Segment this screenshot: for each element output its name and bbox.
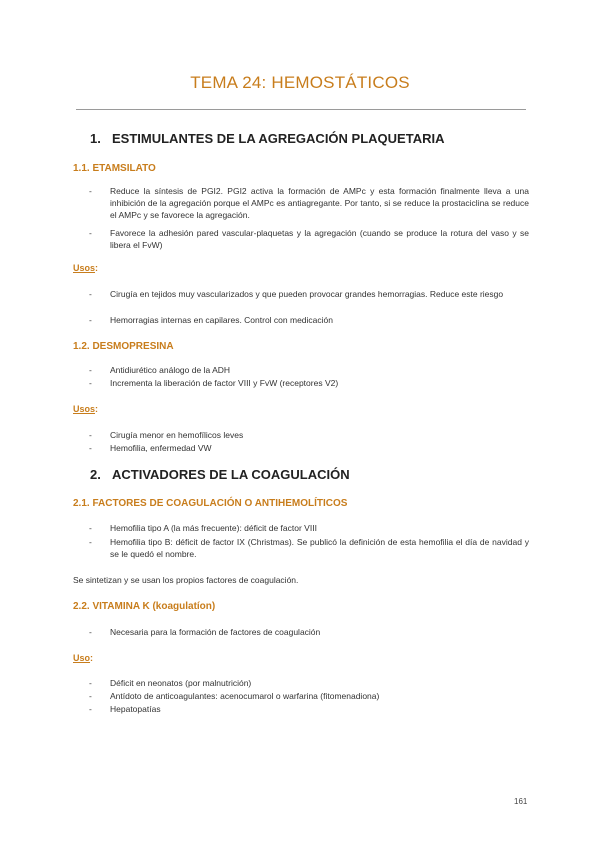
list-item [89,377,529,389]
list-item-text: Cirugía en tejidos muy vascularizados y que pueden provocar grandes hemorragias. Reduce este riesgo [110,289,504,299]
list-item [89,314,529,326]
section-1-title: ESTIMULANTES DE LA AGREGACIÓN PLAQUETARIA [112,131,445,146]
subsection-2-1-heading: 2.1. FACTORES DE COAGULACIÓN O ANTIHEMOLÍTICOS [73,498,348,509]
uses-label-1-1 [73,263,98,273]
list-item-text: Hepatopatías [110,704,161,714]
list-item-text: Hemofilia tipo B: déficit de factor IX (Christmas). Se publicó la definición de esta hemofilia el día de navidad y se le quedó el nombre. [110,537,529,559]
bullet-dash: - [89,627,92,637]
bullet-dash: - [89,186,92,196]
list-item [89,429,529,441]
list-item-text: Incrementa la liberación de factor VIII y FvW (receptores V2) [110,378,339,388]
bullet-dash: - [89,678,92,688]
list-item-text: Antidiurético análogo de la ADH [110,365,231,375]
list-item-text: Cirugía menor en hemofílicos leves [110,430,244,440]
list-item [89,626,529,638]
uses-label-1-2 [73,404,98,414]
list-item [89,364,529,376]
list-item-text: Hemorragias internas en capilares. Control con medicación [110,315,333,325]
uses-label-text: Uso [73,653,91,663]
subsection-1-1-heading: 1.1. ETAMSILATO [73,163,156,174]
uses-label-2-2 [73,653,93,663]
section-2-heading [90,467,350,482]
list-item [89,522,529,534]
list-item-text: Antídoto de anticoagulantes: acenocumarol o warfarina (fitomenadiona) [110,691,380,701]
subsection-2-2-heading: 2.2. VITAMINA K (koagulatíon) [73,601,216,612]
bullet-dash: - [89,315,92,325]
uses-label-text: Usos [73,404,96,414]
list-item [89,536,529,560]
bullet-dash: - [89,289,92,299]
list-item-text: Reduce la síntesis de PGI2. PGI2 activa la formación de AMPc y esta formación finalmente lleva a una inhibición de la agregación porque el AMPc es antiagregante. Por tanto, si se reduce la prostaciclina se reduce el AMPc y se favorece la agregación. [110,186,529,220]
bullet-dash: - [89,443,92,453]
section-2-number: 2. [90,467,101,482]
uses-colon: : [90,653,94,663]
bullet-dash: - [89,378,92,388]
list-item-text: Necesaria para la formación de factores de coagulación [110,627,321,637]
bullet-dash: - [89,228,92,238]
list-item-text: Hemofilia, enfermedad VW [110,443,212,453]
section-1-heading [90,131,444,146]
section-1-number: 1. [90,131,101,146]
bullet-dash: - [89,365,92,375]
list-item [89,690,529,702]
list-item [89,442,529,454]
page-title: TEMA 24: HEMOSTÁTICOS [190,73,410,92]
paragraph-note: Se sintetizan y se usan los propios factores de coagulación. [73,575,299,585]
title-divider [76,109,526,110]
bullet-dash: - [89,430,92,440]
list-item [89,185,529,221]
uses-colon: : [95,263,99,273]
list-item-text: Déficit en neonatos (por malnutrición) [110,678,252,688]
uses-label-text: Usos [73,263,96,273]
subsection-1-2-heading: 1.2. DESMOPRESINA [73,341,174,352]
bullet-dash: - [89,704,92,714]
bullet-dash: - [89,691,92,701]
uses-colon: : [95,404,99,414]
bullet-dash: - [89,537,92,547]
page-number: 161 [514,797,528,806]
list-item-text: Hemofilia tipo A (la más frecuente): déficit de factor VIII [110,523,317,533]
list-item [89,703,529,715]
section-2-title: ACTIVADORES DE LA COAGULACIÓN [112,467,350,482]
list-item-text: Favorece la adhesión pared vascular-plaquetas y la agregación (cuando se produce la rotura del vaso y se libera el FvW) [110,228,529,250]
bullet-dash: - [89,523,92,533]
list-item [89,227,529,251]
list-item [89,677,529,689]
list-item [89,288,529,312]
